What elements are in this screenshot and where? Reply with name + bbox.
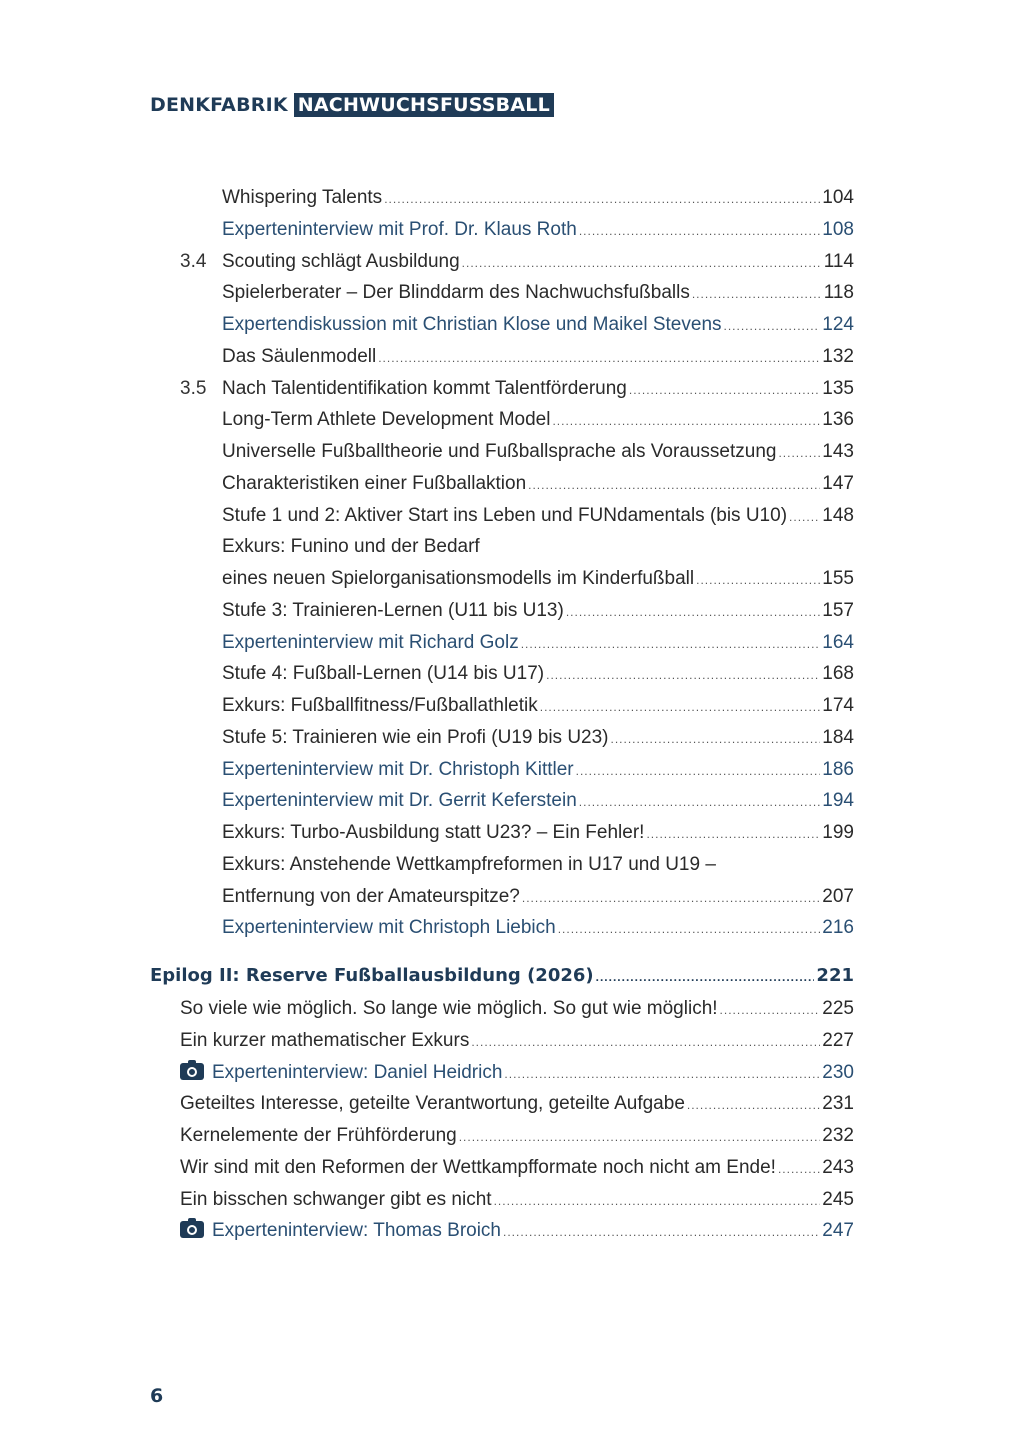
toc-entry-row: [180, 993, 854, 1026]
toc-page-number: 225: [822, 998, 854, 1019]
toc-entry-title: [222, 500, 789, 532]
toc-entry-row: [180, 1057, 854, 1090]
header-brand: DENKFABRIK: [150, 94, 288, 116]
toc-entry-title: [222, 246, 462, 278]
dot-leader: [552, 405, 820, 437]
toc-entry-text: Experteninterview mit Dr. Christoph Kittler: [222, 759, 574, 780]
toc-entry-row: [222, 246, 854, 279]
dot-leader: [720, 994, 821, 1026]
toc-entry-text: Geteiltes Interesse, geteilte Verantwortung, geteilte Aufgabe: [180, 1093, 685, 1114]
toc-entry-title: [222, 912, 558, 944]
toc-entry-title: [222, 277, 692, 309]
section-number: 3.4: [180, 251, 207, 272]
dot-leader: [504, 1058, 820, 1090]
toc-entry-row: [222, 182, 854, 215]
toc-entry: [0, 849, 1024, 881]
toc-entry-title: [222, 309, 724, 341]
toc-page-number: 247: [822, 1220, 854, 1241]
toc-entry: [0, 754, 1024, 786]
dot-leader: [521, 628, 821, 660]
toc-entry-title: [180, 1025, 471, 1057]
toc-entry-text: Exkurs: Fußballfitness/Fußballathletik: [222, 695, 538, 716]
toc-entry-row: [222, 595, 854, 628]
toc-page-number: 155: [822, 568, 854, 589]
toc-entry-row: [222, 881, 854, 914]
toc-entry-title: [180, 1152, 778, 1184]
toc-entry: [0, 1088, 1024, 1120]
toc-entry: [0, 690, 1024, 722]
toc-page-number: 231: [822, 1093, 854, 1114]
toc-entry-row: [222, 785, 854, 818]
toc-entry-title: [222, 404, 552, 436]
toc-page-number: 114: [823, 251, 854, 272]
toc-entry-title: [150, 960, 596, 992]
toc-entry-title: [180, 1088, 687, 1120]
toc-entry: [0, 993, 1024, 1025]
toc-entry-row: [222, 563, 854, 596]
toc-entry-title: [180, 1057, 504, 1089]
toc-entry-title: [222, 817, 646, 849]
toc-entry: [0, 595, 1024, 627]
toc-entry-text: Das Säulenmodell: [222, 346, 377, 367]
toc-entry-row: [222, 341, 854, 374]
toc-entry-row: [222, 404, 854, 437]
toc-entry-text: eines neuen Spielorganisationsmodells im Kinderfußball: [222, 568, 695, 589]
toc-page-number: 147: [822, 473, 854, 494]
toc-entry-title: [222, 563, 696, 595]
dot-leader: [778, 437, 820, 469]
toc-entry-text: Ein bisschen schwanger gibt es nicht: [180, 1189, 492, 1210]
section-number: 3.5: [180, 378, 207, 399]
dot-leader: [692, 278, 822, 310]
dot-leader: [462, 247, 822, 279]
toc-page-number: 168: [822, 663, 854, 684]
dot-leader: [471, 1026, 820, 1058]
toc-page-number: 216: [822, 917, 854, 938]
toc-page-number: 174: [822, 695, 854, 716]
toc-page-number: 232: [822, 1125, 854, 1146]
toc-entry: [0, 468, 1024, 500]
toc-entry-row: [222, 500, 854, 533]
toc-entry-title: [222, 214, 579, 246]
toc-entry: [0, 373, 1024, 405]
toc-entry-text: Stufe 3: Trainieren-Lernen (U11 bis U13): [222, 600, 564, 621]
toc-entry-row: [222, 373, 854, 406]
toc-entry-row: [222, 722, 854, 755]
toc-entry: [0, 1025, 1024, 1057]
toc-entry-row: [222, 277, 854, 310]
toc-entry-title: [222, 595, 566, 627]
toc-page-number: 230: [822, 1062, 854, 1083]
camera-icon: [180, 1063, 204, 1080]
toc-entry: [0, 214, 1024, 246]
dot-leader: [384, 183, 820, 215]
dot-leader: [789, 501, 820, 533]
toc-entry: [0, 1184, 1024, 1216]
dot-leader: [646, 818, 820, 850]
toc-entry-text: Entfernung von der Amateurspitze?: [222, 886, 520, 907]
toc-entry-row: [180, 1215, 854, 1248]
dot-leader: [528, 469, 820, 501]
toc-entry-text: Universelle Fußballtheorie und Fußballsprache als Voraussetzung: [222, 441, 777, 462]
toc-entry: [0, 404, 1024, 436]
toc-entry-row: [222, 817, 854, 850]
toc-entry-text: Stufe 5: Trainieren wie ein Profi (U19 bis U23): [222, 727, 609, 748]
toc-entry-text: Experteninterview mit Richard Golz: [222, 632, 519, 653]
camera-icon: [180, 1221, 204, 1238]
toc-entry-title: [222, 881, 522, 913]
toc-entry: [0, 309, 1024, 341]
toc-entry-title: [180, 1215, 503, 1247]
toc-entry-row: [180, 1088, 854, 1121]
toc-entry: [0, 500, 1024, 532]
toc-entry-text: Exkurs: Turbo-Ausbildung statt U23? – Ein Fehler!: [222, 822, 645, 843]
toc-entry-title: [222, 754, 576, 786]
toc-entry-row: [222, 912, 854, 945]
toc-entry-row: [222, 214, 854, 247]
toc-entry-title: [222, 785, 579, 817]
toc-entry-text: Stufe 1 und 2: Aktiver Start ins Leben und FUNdamentals (bis U10): [222, 505, 788, 526]
toc-entry-text: Spielerberater – Der Blinddarm des Nachwuchsfußballs: [222, 282, 690, 303]
dot-leader: [378, 342, 820, 374]
toc-page-number: 148: [822, 505, 854, 526]
toc-entry-text: So viele wie möglich. So lange wie möglich. So gut wie möglich!: [180, 998, 718, 1019]
page-number: 6: [150, 1385, 164, 1407]
toc-entry: [0, 785, 1024, 817]
dot-leader: [576, 755, 821, 787]
toc-page-number: 199: [822, 822, 854, 843]
toc-entry: [0, 182, 1024, 214]
dot-leader: [579, 215, 820, 247]
toc-entry-text: Epilog II: Reserve Fußballausbildung (2026): [150, 965, 594, 986]
toc-entry: [0, 563, 1024, 595]
toc-entry-text: Experteninterview mit Dr. Gerrit Keferstein: [222, 790, 577, 811]
toc-entry-text: Ein kurzer mathematischer Exkurs: [180, 1030, 470, 1051]
toc-entry-text: Scouting schlägt Ausbildung: [222, 251, 460, 272]
dot-leader: [579, 786, 821, 818]
toc-page-number: 108: [822, 219, 854, 240]
toc-entry: [0, 531, 1024, 563]
dot-leader: [494, 1185, 821, 1217]
toc-page-number: 221: [816, 965, 854, 986]
toc-entry-row: [150, 960, 854, 993]
dot-leader: [629, 374, 820, 406]
toc-page-number: 184: [822, 727, 854, 748]
toc-page-number: 245: [822, 1189, 854, 1210]
toc-entry: [0, 436, 1024, 468]
toc-entry-text: Experteninterview: Daniel Heidrich: [212, 1062, 503, 1083]
toc-entry-row: [222, 436, 854, 469]
toc-entry: [0, 627, 1024, 659]
dot-leader: [611, 723, 821, 755]
toc-entry-row: [180, 1025, 854, 1058]
toc-entry-title: [222, 722, 611, 754]
header-brand-box: NACHWUCHSFUSSBALL: [294, 93, 554, 117]
toc-entry-text: Experteninterview: Thomas Broich: [212, 1220, 501, 1241]
toc-entry-text: Nach Talentidentifikation kommt Talentförderung: [222, 378, 627, 399]
toc-entry-text: Expertendiskussion mit Christian Klose und Maikel Stevens: [222, 314, 722, 335]
toc-entry-title: [222, 373, 629, 405]
toc-page-number: 124: [822, 314, 854, 335]
toc-entry-text: Wir sind mit den Reformen der Wettkampfformate noch nicht am Ende!: [180, 1157, 776, 1178]
toc-page-number: 118: [823, 282, 854, 303]
toc-entry-row: [222, 309, 854, 342]
toc-entry-row: [180, 1120, 854, 1153]
toc-entry: [0, 1215, 1024, 1247]
toc-entry: [0, 277, 1024, 309]
dot-leader: [778, 1153, 820, 1185]
toc-entry: [0, 658, 1024, 690]
toc-page-number: 104: [822, 187, 854, 208]
toc-entry-title: [222, 849, 718, 881]
toc-entry-title: [180, 993, 720, 1025]
toc-entry: [0, 817, 1024, 849]
toc-page-number: 164: [822, 632, 854, 653]
dot-leader: [558, 913, 821, 945]
toc-page-number: 186: [822, 759, 854, 780]
toc-entry: [0, 1120, 1024, 1152]
toc-entry-text: Exkurs: Funino und der Bedarf: [222, 536, 480, 557]
dot-leader: [459, 1121, 821, 1153]
toc-entry-title: [222, 690, 540, 722]
toc-entry-text: Experteninterview mit Prof. Dr. Klaus Roth: [222, 219, 577, 240]
toc-entry: [0, 1057, 1024, 1089]
toc-entry-title: [180, 1184, 494, 1216]
toc-entry-row: [222, 627, 854, 660]
toc-page-number: 157: [822, 600, 854, 621]
toc-page-number: 135: [822, 378, 854, 399]
toc-entry-row: [180, 1184, 854, 1217]
running-header: [150, 93, 554, 117]
toc-entry: [0, 341, 1024, 373]
toc-entry-title: [222, 531, 482, 563]
toc-page-number: 207: [822, 886, 854, 907]
toc-entry-title: [222, 436, 778, 468]
toc-entry-row: [222, 531, 854, 563]
toc-entry-text: Long-Term Athlete Development Model: [222, 409, 551, 430]
toc-entry-row: [222, 468, 854, 501]
toc-page-number: 136: [822, 409, 854, 430]
toc-entry-row: [222, 754, 854, 787]
toc-entry-text: Whispering Talents: [222, 187, 383, 208]
toc-entry-title: [222, 182, 384, 214]
toc-entry: [0, 881, 1024, 913]
toc-page-number: 227: [822, 1030, 854, 1051]
toc-entry-text: Charakteristiken einer Fußballaktion: [222, 473, 527, 494]
toc-page-number: 194: [822, 790, 854, 811]
toc-entry-text: Stufe 4: Fußball-Lernen (U14 bis U17): [222, 663, 545, 684]
dot-leader: [687, 1089, 820, 1121]
toc-page-number: 132: [822, 346, 854, 367]
toc-entry-text: Exkurs: Anstehende Wettkampfreformen in U17 und U19 –: [222, 854, 716, 875]
toc-epilog-heading: [0, 960, 1024, 992]
toc-entry-title: [222, 658, 546, 690]
toc-page-number: 243: [822, 1157, 854, 1178]
dot-leader: [566, 596, 820, 628]
dot-leader: [522, 882, 820, 914]
toc-entry: [0, 1152, 1024, 1184]
toc-entry-title: [222, 341, 378, 373]
toc-entry-title: [180, 1120, 459, 1152]
toc-page-number: 143: [822, 441, 854, 462]
toc-entry: [0, 722, 1024, 754]
dot-leader: [696, 564, 820, 596]
toc-entry-row: [222, 658, 854, 691]
toc-entry: [0, 246, 1024, 278]
toc-entry-row: [222, 849, 854, 881]
toc-entry-title: [222, 468, 528, 500]
toc-entry-text: Kernelemente der Frühförderung: [180, 1125, 457, 1146]
toc-entry-row: [180, 1152, 854, 1185]
dot-leader: [503, 1216, 820, 1248]
toc-entry-text: Experteninterview mit Christoph Liebich: [222, 917, 556, 938]
toc-entry: [0, 912, 1024, 944]
toc-entry-row: [222, 690, 854, 723]
dot-leader: [724, 310, 821, 342]
dot-leader: [596, 961, 815, 993]
toc-entry-title: [222, 627, 521, 659]
dot-leader: [540, 691, 821, 723]
dot-leader: [546, 659, 820, 691]
